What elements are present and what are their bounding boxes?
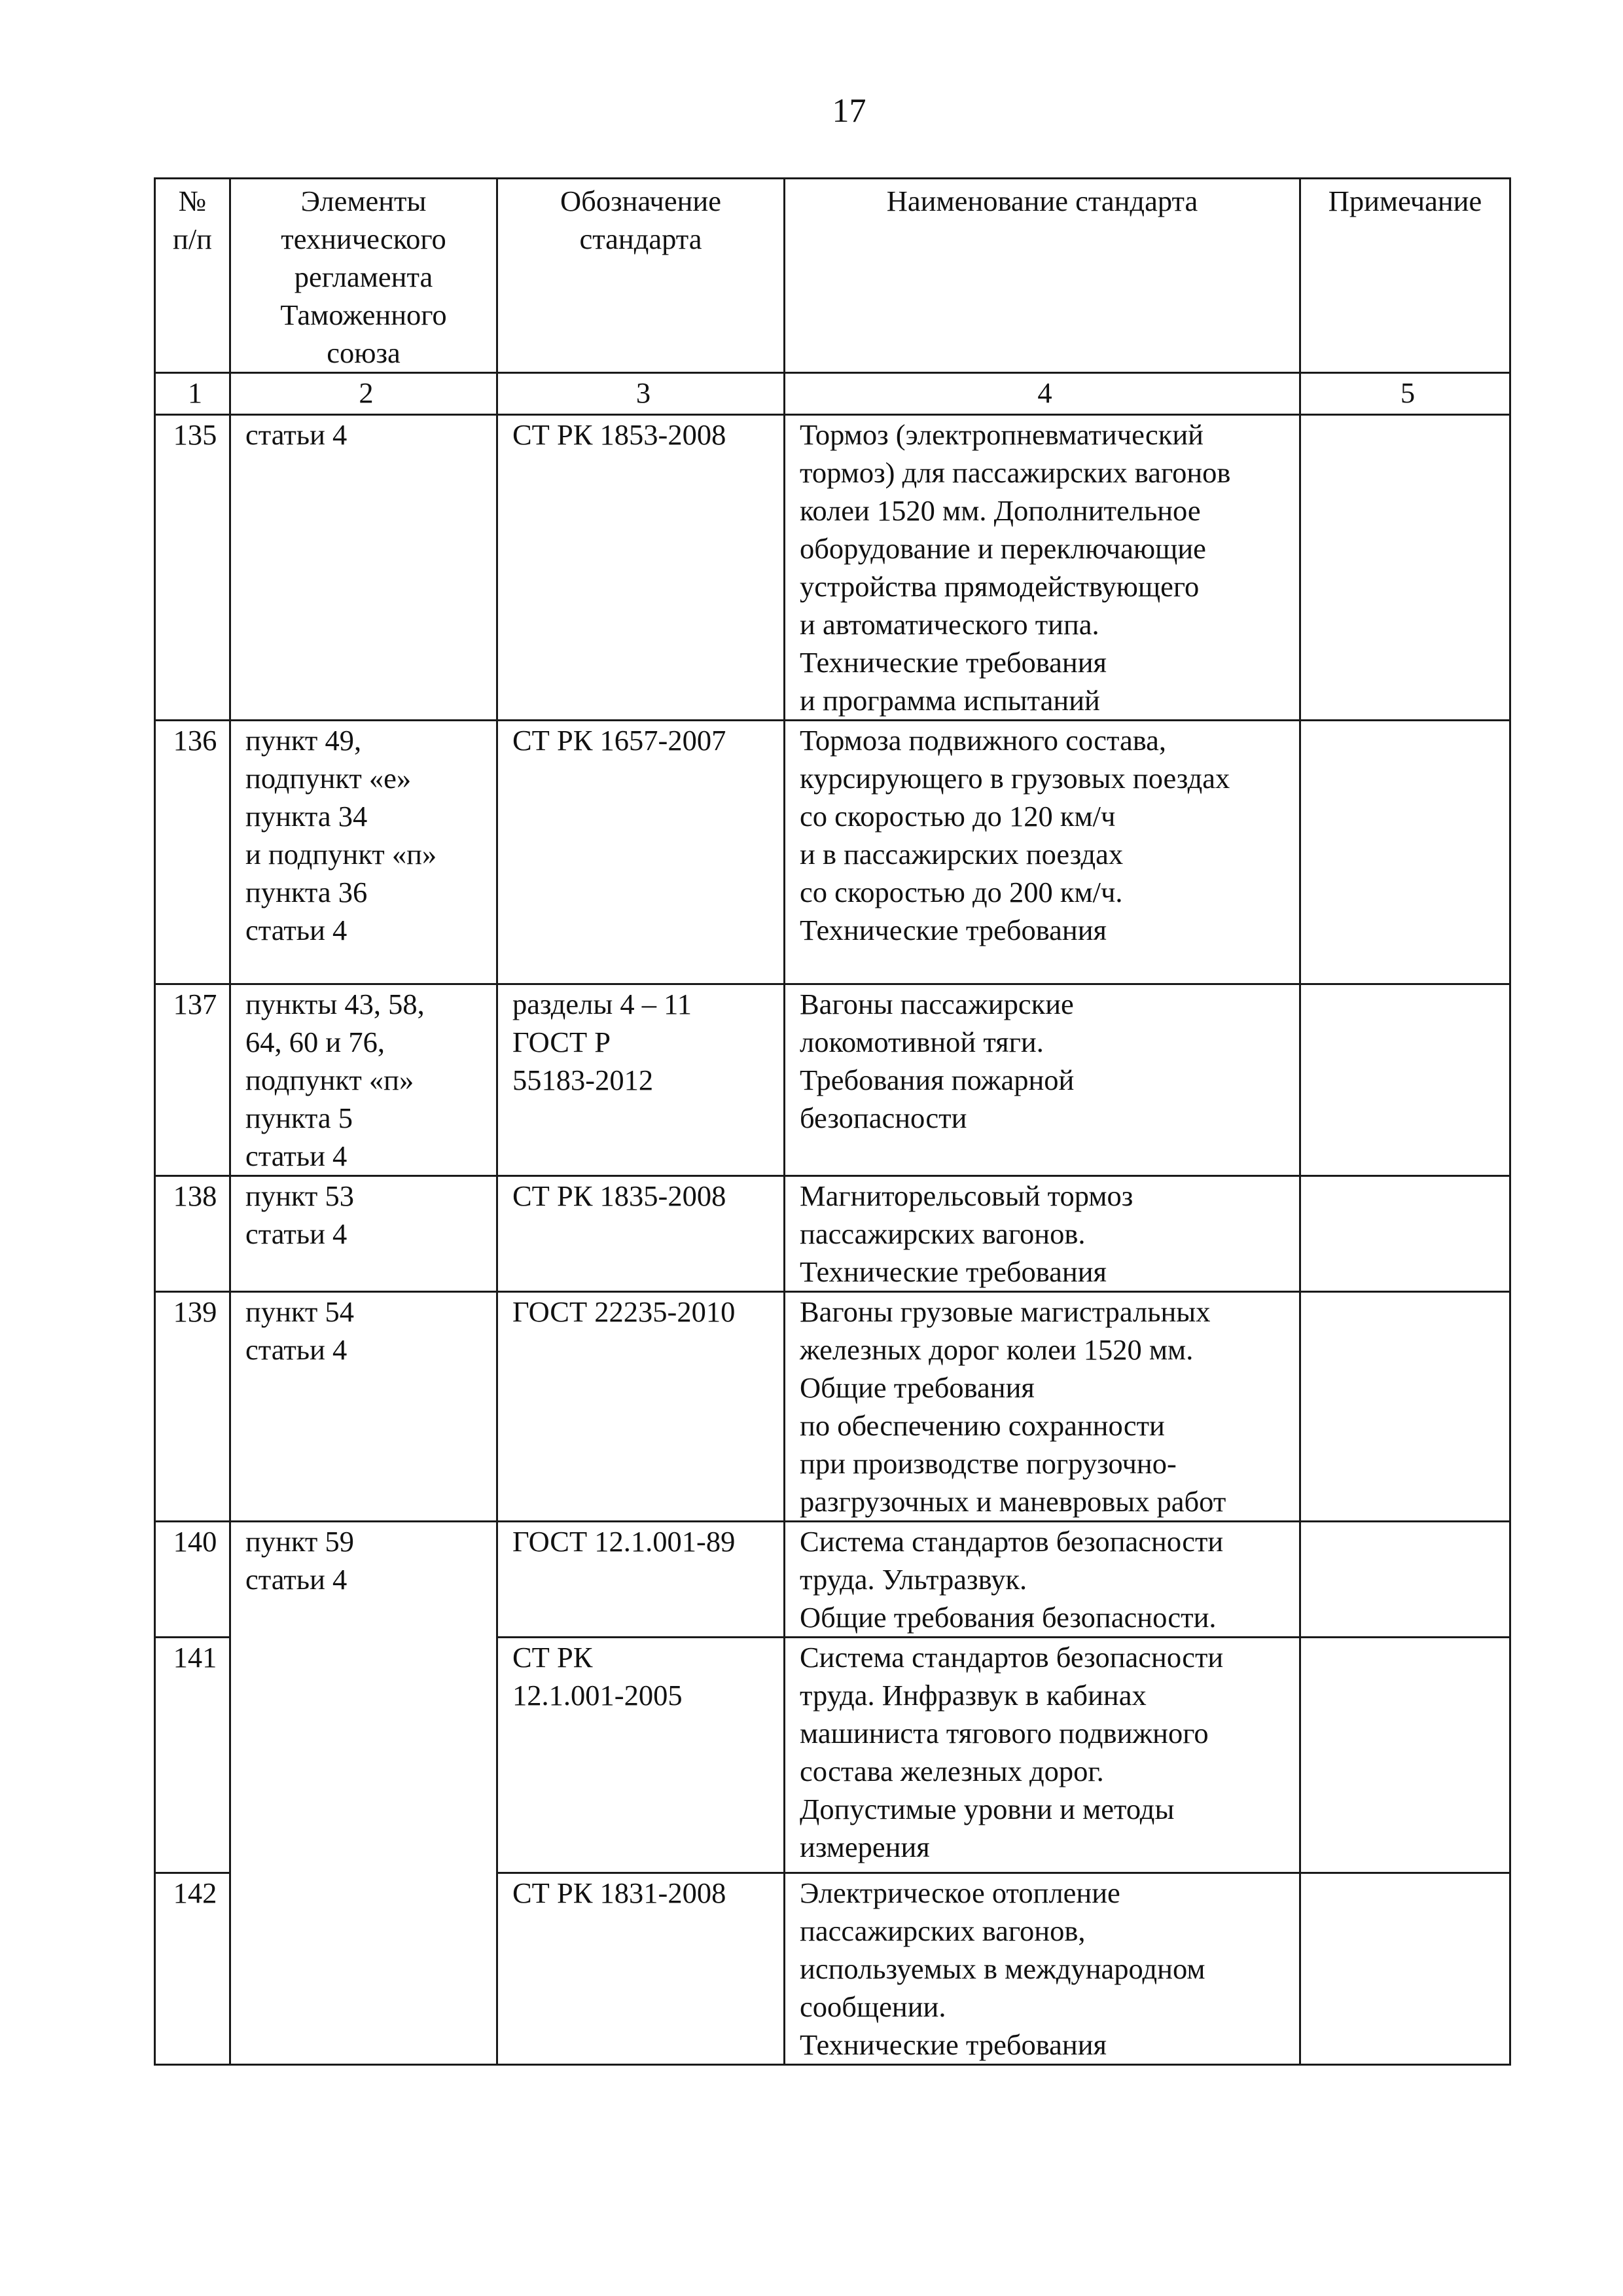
row-element: пункт 53 статьи 4	[230, 1176, 497, 1292]
row-designation: СТ РК 12.1.001-2005	[497, 1638, 785, 1873]
header-number: № п/п	[155, 179, 230, 373]
header-standard-name: Наименование стандарта	[785, 179, 1300, 373]
table-row	[155, 415, 1510, 721]
row-designation: ГОСТ 12.1.001-89	[497, 1522, 785, 1638]
table-row	[155, 1292, 1510, 1522]
table-row	[155, 1522, 1510, 1638]
row-number: 141	[155, 1638, 230, 1873]
row-note	[1300, 984, 1510, 1176]
row-note	[1300, 1176, 1510, 1292]
row-number: 135	[155, 415, 230, 721]
row-number: 139	[155, 1292, 230, 1522]
row-designation: СТ РК 1831-2008	[497, 1873, 785, 2065]
standards-table	[154, 177, 1511, 2066]
column-number: 1	[155, 373, 230, 415]
table-row	[155, 1176, 1510, 1292]
row-designation: ГОСТ 22235-2010	[497, 1292, 785, 1522]
column-numbers-row	[155, 373, 1510, 415]
row-standard-name: Магниторельсовый тормоз пассажирских вагонов. Технические требования	[785, 1176, 1300, 1292]
row-element: пункт 54 статьи 4	[230, 1292, 497, 1522]
row-number: 142	[155, 1873, 230, 2065]
column-number: 5	[1300, 373, 1510, 415]
row-number: 138	[155, 1176, 230, 1292]
row-element: пункты 43, 58, 64, 60 и 76, подпункт «п» пункта 5 статьи 4	[230, 984, 497, 1176]
table-row	[155, 721, 1510, 984]
row-note	[1300, 1638, 1510, 1873]
row-element: статьи 4	[230, 415, 497, 721]
row-note	[1300, 721, 1510, 984]
row-standard-name: Система стандартов безопасности труда. Инфразвук в кабинах машиниста тягового подвижного состава железных дорог. Допустимые уровни и методы измерения	[785, 1638, 1300, 1873]
table-row	[155, 984, 1510, 1176]
row-standard-name: Система стандартов безопасности труда. Ультразвук. Общие требования безопасности.	[785, 1522, 1300, 1638]
row-designation: СТ РК 1835-2008	[497, 1176, 785, 1292]
row-number: 137	[155, 984, 230, 1176]
table-header-row	[155, 179, 1510, 373]
header-designation: Обозначение стандарта	[497, 179, 785, 373]
row-number: 140	[155, 1522, 230, 1638]
column-number: 2	[230, 373, 497, 415]
row-designation: СТ РК 1853-2008	[497, 415, 785, 721]
row-standard-name: Электрическое отопление пассажирских вагонов, используемых в международном сообщении. Технические требования	[785, 1873, 1300, 2065]
row-note	[1300, 415, 1510, 721]
row-note	[1300, 1292, 1510, 1522]
page-number: 17	[832, 92, 866, 130]
row-designation: СТ РК 1657-2007	[497, 721, 785, 984]
row-element: пункт 59 статьи 4	[230, 1522, 497, 2065]
header-elements: Элементы технического регламента Таможенного союза	[230, 179, 497, 373]
row-note	[1300, 1873, 1510, 2065]
row-standard-name: Вагоны пассажирские локомотивной тяги. Требования пожарной безопасности	[785, 984, 1300, 1176]
row-standard-name: Тормоз (электропневматический тормоз) для пассажирских вагонов колеи 1520 мм. Дополнительное оборудование и переключающие устройства прямодействующего и автоматического типа. Технические требования и программа испытаний	[785, 415, 1300, 721]
row-note	[1300, 1522, 1510, 1638]
column-number: 4	[785, 373, 1300, 415]
row-element: пункт 49, подпункт «е» пункта 34 и подпункт «п» пункта 36 статьи 4	[230, 721, 497, 984]
row-number: 136	[155, 721, 230, 984]
header-note: Примечание	[1300, 179, 1510, 373]
column-number: 3	[497, 373, 785, 415]
row-standard-name: Вагоны грузовые магистральных железных дорог колеи 1520 мм. Общие требования по обеспечению сохранности при производстве погрузочно- разгрузочных и маневровых работ	[785, 1292, 1300, 1522]
row-designation: разделы 4 – 11 ГОСТ Р 55183-2012	[497, 984, 785, 1176]
row-standard-name: Тормоза подвижного состава, курсирующего в грузовых поездах со скоростью до 120 км/ч и в пассажирских поездах со скоростью до 200 км/ч. Технические требования	[785, 721, 1300, 984]
